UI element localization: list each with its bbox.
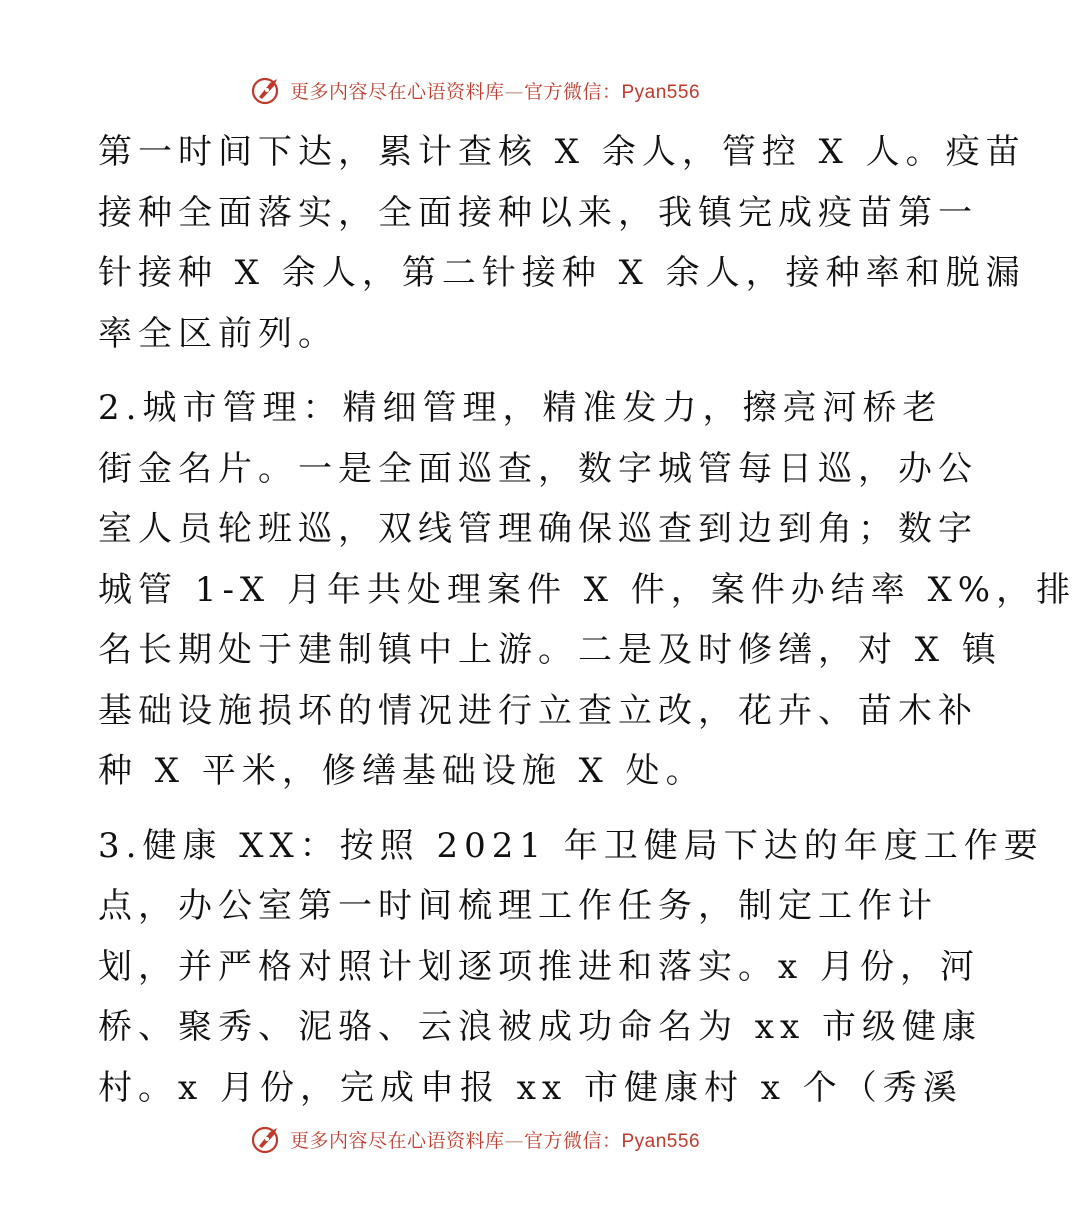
text-line: 2.城市管理：精细管理，精准发力，擦亮河桥老 xyxy=(98,388,943,428)
text-line: 村。x 月份，完成申报 xx 市健康村 x 个（秀溪 xyxy=(98,1067,963,1108)
paragraph-1 xyxy=(98,122,1026,364)
document-body xyxy=(98,122,1076,1118)
text-line: 城管 1-X 月年共处理案件 X 件，案件办结率 X%，排 xyxy=(98,569,1076,610)
watermark-text: 更多内容尽在心语资料库—官方微信：Pyan556 xyxy=(289,80,701,103)
text-line: 划，并严格对照计划逐项推进和落实。x 月份，河 xyxy=(98,946,980,987)
text-line: 点，办公室第一时间梳理工作任务，制定工作计 xyxy=(98,886,938,926)
text-line: 街金名片。一是全面巡查，数字城管每日巡，办公 xyxy=(98,448,978,489)
text-line: 3.健康 XX：按照 2021 年卫健局下达的年度工作要 xyxy=(98,825,1044,866)
text-line: 针接种 X 余人，第二针接种 X 余人，接种率和脱漏 xyxy=(98,253,1026,293)
text-line: 种 X 平米，修缮基础设施 X 处。 xyxy=(98,751,706,791)
paragraph-2 xyxy=(98,378,1076,802)
paragraph-3 xyxy=(98,816,1044,1119)
footer-watermark xyxy=(0,1119,950,1159)
pen-nib-circle-icon xyxy=(250,73,284,107)
text-line: 接种全面落实，全面接种以来，我镇完成疫苗第一 xyxy=(98,192,978,233)
text-line: 名长期处于建制镇中上游。二是及时修缮，对 X 镇 xyxy=(98,630,1002,670)
header-watermark xyxy=(0,70,950,110)
watermark-text: 更多内容尽在心语资料库—官方微信：Pyan556 xyxy=(289,1129,701,1152)
text-line: 基础设施损坏的情况进行立查立改，花卉、苗木补 xyxy=(98,690,978,731)
text-line: 率全区前列。 xyxy=(98,313,338,354)
text-line: 第一时间下达，累计查核 X 余人，管控 X 人。疫苗 xyxy=(98,132,1026,172)
pen-nib-circle-icon xyxy=(250,1122,284,1156)
text-line: 室人员轮班巡，双线管理确保巡查到边到角；数字 xyxy=(98,509,978,549)
text-line: 桥、聚秀、泥骆、云浪被成功命名为 xx 市级健康 xyxy=(98,1007,982,1047)
